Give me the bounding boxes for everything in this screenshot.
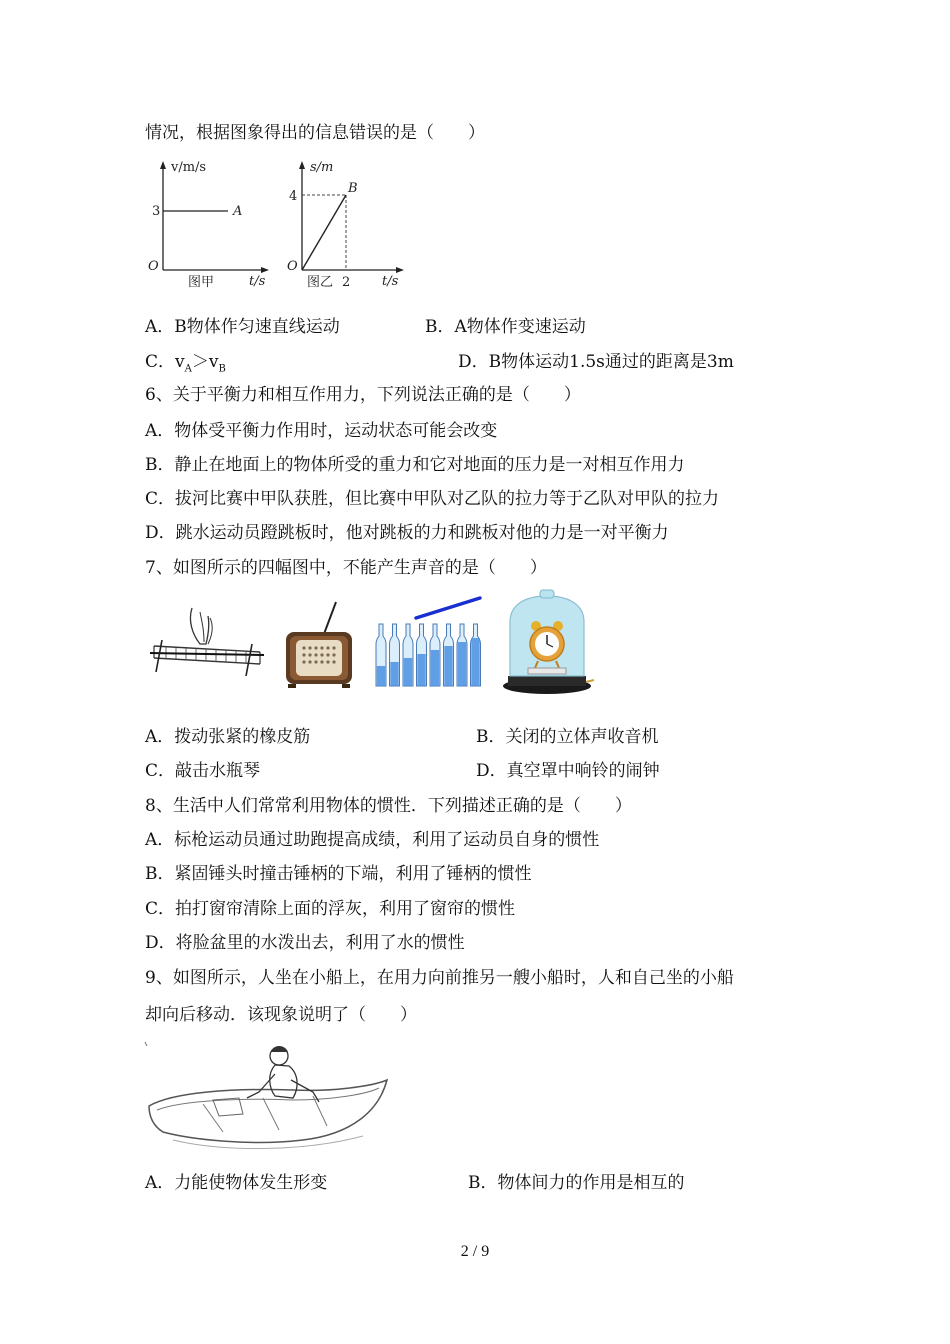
bottle-water — [431, 650, 439, 686]
q8-option-c[interactable]: C．拍打窗帘清除上面的浮灰，利用了窗帘的惯性 — [145, 899, 516, 919]
figure-yi-st-graph — [283, 155, 408, 295]
q8-option-b[interactable]: B．紧固锤头时撞击锤柄的下端，利用了锤柄的惯性 — [145, 864, 532, 884]
q9-stem-line-1: 9、如图所示，人坐在小船上，在用力向前推另一艘小船时，人和自己坐的小船 — [145, 968, 734, 988]
bottle-water — [444, 646, 452, 686]
bottle-water — [471, 638, 479, 686]
q9-stem-line-2: 却向后移动．该现象说明了（ ） — [145, 1005, 417, 1025]
jia-y-tick: 3 — [152, 204, 161, 219]
water-bottles-figure — [372, 596, 487, 691]
q6-option-a[interactable]: A．物体受平衡力作用时，运动状态可能会改变 — [145, 421, 498, 441]
yi-y-tick: 4 — [289, 189, 298, 204]
q8-stem: 8、生活中人们常常利用物体的惯性．下列描述正确的是（ ） — [145, 796, 632, 816]
yi-x-axis-label: t/s — [382, 274, 399, 289]
q5-stem-tail: 情况，根据图象得出的信息错误的是（ ） — [145, 123, 485, 143]
jia-line-label: A — [233, 204, 243, 219]
jia-y-axis-label: v/m/s — [171, 160, 207, 175]
q7-option-d[interactable]: D．真空罩中响铃的闹钟 — [476, 761, 660, 781]
q5-option-c-vb: $v_B$ — [208, 352, 226, 375]
q6-option-c[interactable]: C．拔河比赛中甲队获胜，但比赛中甲队对乙队的拉力等于乙队对甲队的拉力 — [145, 489, 720, 509]
yi-origin: O — [287, 259, 298, 274]
q9-option-a[interactable]: A．力能使物体发生形变 — [145, 1173, 328, 1193]
q7-stem: 7、如图所示的四幅图中，不能产生声音的是（ ） — [145, 558, 547, 578]
jia-x-axis-label: t/s — [249, 274, 266, 289]
q5-option-b[interactable]: B．A物体作变速运动 — [425, 317, 586, 337]
q6-option-d[interactable]: D．跳水运动员蹬跳板时，他对跳板的力和跳板对他的力是一对平衡力 — [145, 523, 669, 543]
yi-y-axis-label: s/m — [310, 160, 334, 175]
q9-option-b[interactable]: B．物体间力的作用是相互的 — [468, 1173, 685, 1193]
q5-option-c[interactable] — [145, 351, 226, 380]
bell-jar-clock-figure — [500, 588, 595, 700]
yi-caption: 图乙 — [307, 275, 334, 290]
q5-option-a[interactable]: A．B物体作匀速直线运动 — [145, 317, 340, 337]
yi-point-label: B — [348, 181, 358, 196]
page-number: 2 / 9 — [460, 1243, 490, 1260]
bottle-water — [377, 666, 385, 686]
q5-option-c-op: ＞ — [191, 352, 209, 372]
q7-option-a[interactable]: A．拨动张紧的橡皮筋 — [145, 727, 311, 747]
q8-option-a[interactable]: A．标枪运动员通过助跑提高成绩，利用了运动员自身的惯性 — [145, 830, 600, 850]
bottle-water — [390, 662, 398, 686]
q8-option-d[interactable]: D．将脸盆里的水泼出去，利用了水的惯性 — [145, 933, 465, 953]
figure-jia-vt-graph — [143, 155, 273, 295]
q6-option-b[interactable]: B．静止在地面上的物体所受的重力和它对地面的压力是一对相互作用力 — [145, 455, 685, 475]
bottle-water — [458, 642, 466, 686]
bottle-water — [404, 658, 412, 686]
bottle-row — [376, 624, 481, 686]
q5-option-d[interactable]: D．B物体运动1.5s通过的距离是3m — [458, 352, 734, 372]
q5-option-c-va: $v_A$ — [175, 352, 192, 375]
bottle-water — [417, 654, 425, 686]
q6-stem: 6、关于平衡力和相互作用力，下列说法正确的是（ ） — [145, 385, 581, 405]
rubber-band-figure — [148, 600, 268, 680]
q7-option-b[interactable]: B．关闭的立体声收音机 — [476, 727, 659, 747]
boat-figure — [143, 1040, 393, 1155]
yi-x-tick: 2 — [342, 275, 351, 290]
q7-option-c[interactable]: C．敲击水瓶琴 — [145, 761, 261, 781]
q5-option-c-prefix: C． — [145, 352, 176, 372]
radio-figure — [278, 600, 358, 690]
jia-caption: 图甲 — [188, 275, 215, 290]
series-b-line — [302, 195, 346, 270]
jia-origin: O — [148, 259, 159, 274]
